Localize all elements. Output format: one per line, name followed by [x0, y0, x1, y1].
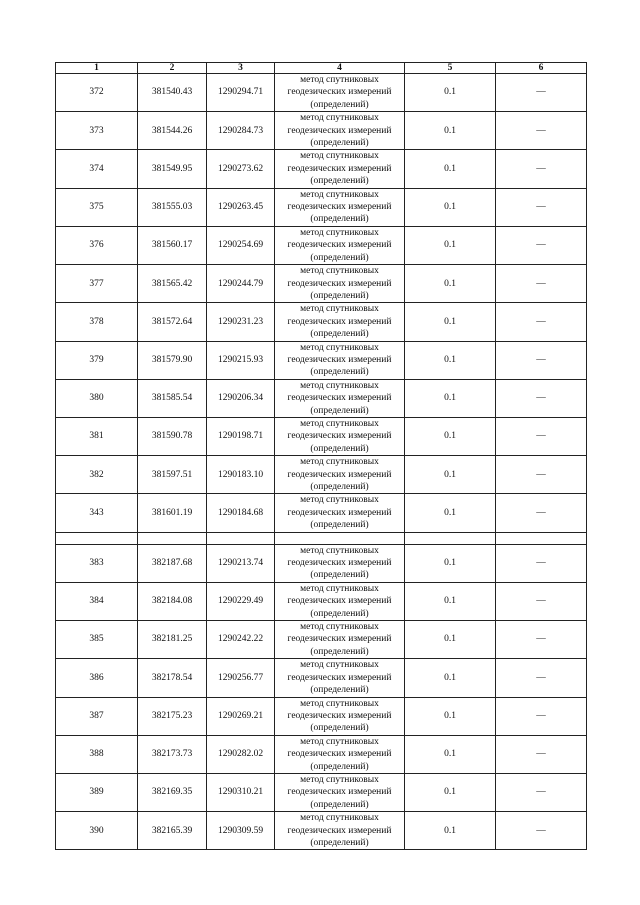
- empty-cell: [405, 532, 496, 544]
- table-row: [56, 494, 587, 532]
- y-coordinate: 1290256.77: [207, 659, 275, 697]
- accuracy-cell: 0.1: [405, 659, 496, 697]
- description-cell: —: [496, 544, 587, 582]
- description-cell: —: [496, 621, 587, 659]
- x-coordinate: 382181.25: [138, 621, 207, 659]
- point-number: 385: [56, 621, 138, 659]
- method-cell: метод спутниковых геодезических измерений (определений): [275, 417, 405, 455]
- x-coordinate: 382178.54: [138, 659, 207, 697]
- y-coordinate: 1290229.49: [207, 582, 275, 620]
- y-coordinate: 1290183.10: [207, 456, 275, 494]
- description-cell: —: [496, 341, 587, 379]
- x-coordinate: 381601.19: [138, 494, 207, 532]
- accuracy-cell: 0.1: [405, 773, 496, 811]
- accuracy-cell: 0.1: [405, 74, 496, 112]
- accuracy-cell: 0.1: [405, 112, 496, 150]
- method-cell: метод спутниковых геодезических измерений (определений): [275, 379, 405, 417]
- accuracy-cell: 0.1: [405, 456, 496, 494]
- method-cell: метод спутниковых геодезических измерений (определений): [275, 494, 405, 532]
- table-row: [56, 697, 587, 735]
- accuracy-cell: 0.1: [405, 544, 496, 582]
- x-coordinate: 381565.42: [138, 265, 207, 303]
- point-number: 375: [56, 188, 138, 226]
- point-number: 381: [56, 417, 138, 455]
- table-row: [56, 112, 587, 150]
- table-row: [56, 341, 587, 379]
- header-col-2: 2: [138, 63, 207, 74]
- method-cell: метод спутниковых геодезических измерений (определений): [275, 188, 405, 226]
- accuracy-cell: 0.1: [405, 188, 496, 226]
- x-coordinate: 382184.08: [138, 582, 207, 620]
- accuracy-cell: 0.1: [405, 494, 496, 532]
- accuracy-cell: 0.1: [405, 379, 496, 417]
- empty-cell: [207, 532, 275, 544]
- description-cell: —: [496, 112, 587, 150]
- accuracy-cell: 0.1: [405, 341, 496, 379]
- method-cell: метод спутниковых геодезических измерений (определений): [275, 74, 405, 112]
- y-coordinate: 1290242.22: [207, 621, 275, 659]
- header-col-5: 5: [405, 63, 496, 74]
- table-row: [56, 379, 587, 417]
- accuracy-cell: 0.1: [405, 582, 496, 620]
- y-coordinate: 1290254.69: [207, 226, 275, 264]
- header-col-1: 1: [56, 63, 138, 74]
- y-coordinate: 1290269.21: [207, 697, 275, 735]
- empty-cell: [496, 532, 587, 544]
- description-cell: —: [496, 150, 587, 188]
- y-coordinate: 1290294.71: [207, 74, 275, 112]
- table-row: [56, 150, 587, 188]
- table-row: [56, 621, 587, 659]
- y-coordinate: 1290184.68: [207, 494, 275, 532]
- description-cell: —: [496, 812, 587, 850]
- y-coordinate: 1290231.23: [207, 303, 275, 341]
- method-cell: метод спутниковых геодезических измерений (определений): [275, 697, 405, 735]
- table-row: [56, 582, 587, 620]
- accuracy-cell: 0.1: [405, 621, 496, 659]
- header-col-4: 4: [275, 63, 405, 74]
- empty-cell: [275, 532, 405, 544]
- x-coordinate: 382165.39: [138, 812, 207, 850]
- point-number: 389: [56, 773, 138, 811]
- method-cell: метод спутниковых геодезических измерений (определений): [275, 582, 405, 620]
- method-cell: метод спутниковых геодезических измерений (определений): [275, 341, 405, 379]
- accuracy-cell: 0.1: [405, 697, 496, 735]
- x-coordinate: 381579.90: [138, 341, 207, 379]
- table-row: [56, 74, 587, 112]
- accuracy-cell: 0.1: [405, 735, 496, 773]
- method-cell: метод спутниковых геодезических измерений (определений): [275, 303, 405, 341]
- y-coordinate: 1290213.74: [207, 544, 275, 582]
- method-cell: метод спутниковых геодезических измерений (определений): [275, 112, 405, 150]
- point-number: 378: [56, 303, 138, 341]
- description-cell: —: [496, 379, 587, 417]
- description-cell: —: [496, 188, 587, 226]
- y-coordinate: 1290215.93: [207, 341, 275, 379]
- description-cell: —: [496, 659, 587, 697]
- x-coordinate: 382187.68: [138, 544, 207, 582]
- point-number: 377: [56, 265, 138, 303]
- description-cell: —: [496, 697, 587, 735]
- coordinates-table: [55, 62, 587, 850]
- y-coordinate: 1290198.71: [207, 417, 275, 455]
- x-coordinate: 381540.43: [138, 74, 207, 112]
- point-number: 384: [56, 582, 138, 620]
- table-row: [56, 659, 587, 697]
- header-col-3: 3: [207, 63, 275, 74]
- accuracy-cell: 0.1: [405, 265, 496, 303]
- empty-cell: [56, 532, 138, 544]
- description-cell: —: [496, 417, 587, 455]
- description-cell: —: [496, 735, 587, 773]
- method-cell: метод спутниковых геодезических измерений (определений): [275, 150, 405, 188]
- y-coordinate: 1290284.73: [207, 112, 275, 150]
- x-coordinate: 381549.95: [138, 150, 207, 188]
- point-number: 388: [56, 735, 138, 773]
- x-coordinate: 381555.03: [138, 188, 207, 226]
- table-row: [56, 226, 587, 264]
- point-number: 382: [56, 456, 138, 494]
- header-row: [56, 63, 587, 74]
- method-cell: метод спутниковых геодезических измерений (определений): [275, 621, 405, 659]
- table-row: [56, 544, 587, 582]
- header-col-6: 6: [496, 63, 587, 74]
- x-coordinate: 382173.73: [138, 735, 207, 773]
- x-coordinate: 381560.17: [138, 226, 207, 264]
- description-cell: —: [496, 494, 587, 532]
- table-row: [56, 456, 587, 494]
- table-row: [56, 773, 587, 811]
- separator-row: [56, 532, 587, 544]
- x-coordinate: 381590.78: [138, 417, 207, 455]
- point-number: 387: [56, 697, 138, 735]
- point-number: 380: [56, 379, 138, 417]
- method-cell: метод спутниковых геодезических измерений (определений): [275, 735, 405, 773]
- table-row: [56, 417, 587, 455]
- point-number: 376: [56, 226, 138, 264]
- x-coordinate: 382169.35: [138, 773, 207, 811]
- point-number: 390: [56, 812, 138, 850]
- table-row: [56, 735, 587, 773]
- point-number: 386: [56, 659, 138, 697]
- point-number: 372: [56, 74, 138, 112]
- description-cell: —: [496, 456, 587, 494]
- method-cell: метод спутниковых геодезических измерений (определений): [275, 659, 405, 697]
- accuracy-cell: 0.1: [405, 417, 496, 455]
- x-coordinate: 381585.54: [138, 379, 207, 417]
- table-row: [56, 303, 587, 341]
- y-coordinate: 1290206.34: [207, 379, 275, 417]
- x-coordinate: 381597.51: [138, 456, 207, 494]
- x-coordinate: 381572.64: [138, 303, 207, 341]
- point-number: 379: [56, 341, 138, 379]
- table-row: [56, 188, 587, 226]
- description-cell: —: [496, 303, 587, 341]
- table-body: [56, 74, 587, 850]
- method-cell: метод спутниковых геодезических измерений (определений): [275, 265, 405, 303]
- method-cell: метод спутниковых геодезических измерений (определений): [275, 812, 405, 850]
- y-coordinate: 1290282.02: [207, 735, 275, 773]
- method-cell: метод спутниковых геодезических измерений (определений): [275, 456, 405, 494]
- point-number: 343: [56, 494, 138, 532]
- method-cell: метод спутниковых геодезических измерений (определений): [275, 544, 405, 582]
- description-cell: —: [496, 74, 587, 112]
- accuracy-cell: 0.1: [405, 812, 496, 850]
- y-coordinate: 1290310.21: [207, 773, 275, 811]
- x-coordinate: 381544.26: [138, 112, 207, 150]
- description-cell: —: [496, 582, 587, 620]
- y-coordinate: 1290273.62: [207, 150, 275, 188]
- point-number: 374: [56, 150, 138, 188]
- y-coordinate: 1290309.59: [207, 812, 275, 850]
- y-coordinate: 1290263.45: [207, 188, 275, 226]
- empty-cell: [138, 532, 207, 544]
- description-cell: —: [496, 265, 587, 303]
- description-cell: —: [496, 773, 587, 811]
- accuracy-cell: 0.1: [405, 150, 496, 188]
- point-number: 383: [56, 544, 138, 582]
- point-number: 373: [56, 112, 138, 150]
- accuracy-cell: 0.1: [405, 303, 496, 341]
- method-cell: метод спутниковых геодезических измерений (определений): [275, 773, 405, 811]
- description-cell: —: [496, 226, 587, 264]
- table-row: [56, 265, 587, 303]
- x-coordinate: 382175.23: [138, 697, 207, 735]
- method-cell: метод спутниковых геодезических измерений (определений): [275, 226, 405, 264]
- table-row: [56, 812, 587, 850]
- y-coordinate: 1290244.79: [207, 265, 275, 303]
- accuracy-cell: 0.1: [405, 226, 496, 264]
